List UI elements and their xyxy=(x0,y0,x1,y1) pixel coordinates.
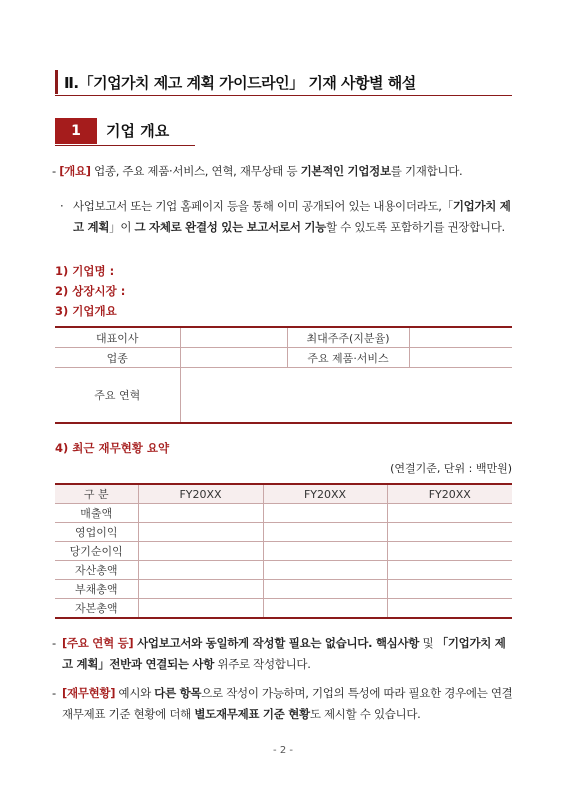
row-label-total-assets: 자산총액 xyxy=(55,561,138,580)
table-row xyxy=(55,504,512,523)
table-row xyxy=(55,542,512,561)
financial-text-2: 으로 작성이 가능하며, 기업의 특성에 따라 필요한 경우에는 연결재무제표 기준 현황에 더해 xyxy=(62,686,513,721)
history-guidance-bullet: - [주요 연혁 등] 사업보고서와 동일하게 작성할 필요는 없습니다. 핵심사항 및 「기업가치 제고 계획」전반과 연결되는 사항 위주로 작성합니다. xyxy=(52,636,506,671)
intro-bullet: - [개요] 업종, 주요 제품·서비스, 연혁, 재무상태 등 기본적인 기업정보를 기재합니다. xyxy=(52,164,463,178)
fin-header-category: 구 분 xyxy=(55,484,138,504)
history-tag: [주요 연혁 등] xyxy=(62,636,134,650)
products-value xyxy=(409,348,512,368)
intro-bold-1: 기본적인 기업정보 xyxy=(300,164,391,178)
financial-text-1: 예시와 xyxy=(115,686,155,700)
ceo-value xyxy=(180,327,287,348)
subsection-title: 기업 개요 xyxy=(106,122,170,140)
financial-tag: [재무현황] xyxy=(62,686,116,700)
shareholder-label: 최대주주(지분율) xyxy=(287,327,409,348)
subsection-divider xyxy=(55,145,195,146)
item-company-name: 1) 기업명 : xyxy=(55,264,115,278)
intro-tag: [개요] xyxy=(59,164,91,178)
subsection-number: 1 xyxy=(55,118,97,144)
note-bold-1: 기업가치 제고 계획 xyxy=(73,199,511,234)
table-row xyxy=(55,523,512,542)
page-number: - 2 - xyxy=(273,745,293,756)
products-label: 주요 제품·서비스 xyxy=(287,348,409,368)
financial-heading: 4) 최근 재무현황 요약 xyxy=(55,441,170,455)
financial-guidance-bullet: - [재무현황] 예시와 다른 항목으로 작성이 가능하며, 기업의 특성에 따라 필요한 경우에는 연결재무제표 기준 현황에 더해 별도재무제표 기준 현황도 제시할 수 있습니다. xyxy=(52,686,513,721)
fin-header-year-3: FY20XX xyxy=(387,484,512,504)
ceo-label: 대표이사 xyxy=(55,327,180,348)
history-bold-2: 「기업가치 제고 계획」전반과 연결되는 사항 xyxy=(62,636,506,671)
financial-text-3: 도 제시할 수 있습니다. xyxy=(309,707,421,721)
row-label-operating-income: 영업이익 xyxy=(55,523,138,542)
company-overview-table xyxy=(55,326,512,424)
history-label: 주요 연혁 xyxy=(55,368,180,424)
section-accent-bar xyxy=(55,70,58,94)
financial-bold-1: 다른 항목 xyxy=(154,686,202,700)
note-text-1: 사업보고서 또는 기업 홈페이지 등을 통해 이미 공개되어 있는 내용이더라도,「 xyxy=(73,199,453,213)
table-row xyxy=(55,580,512,599)
financial-summary-table xyxy=(55,483,512,619)
section-divider xyxy=(55,95,512,96)
unit-note: (연결기준, 단위 : 백만원) xyxy=(390,462,512,475)
row-label-total-liabilities: 부채총액 xyxy=(55,580,138,599)
financial-bold-2: 별도재무제표 기준 현황 xyxy=(194,707,310,721)
industry-value xyxy=(180,348,287,368)
note-paragraph: · 사업보고서 또는 기업 홈페이지 등을 통해 이미 공개되어 있는 내용이더라도,「기업가치 제고 계획」이 그 자체로 완결성 있는 보고서로서 기능할 수 있도록 포함하기를 권장합니다. xyxy=(60,199,511,234)
row-label-revenue: 매출액 xyxy=(55,504,138,523)
item-listing-market: 2) 상장시장 : xyxy=(55,284,126,298)
item-company-overview: 3) 기업개요 xyxy=(55,304,117,318)
history-text-1: 및 xyxy=(419,636,437,650)
fin-header-year-2: FY20XX xyxy=(263,484,387,504)
row-label-total-equity: 자본총액 xyxy=(55,599,138,619)
table-row xyxy=(55,599,512,619)
intro-text-1: 업종, 주요 제품·서비스, 연혁, 재무상태 등 xyxy=(90,164,301,178)
note-text-3: 할 수 있도록 포함하기를 권장합니다. xyxy=(325,220,505,234)
note-text-2: 」이 xyxy=(109,220,135,234)
history-text-2: 위주로 작성합니다. xyxy=(214,657,311,671)
industry-label: 업종 xyxy=(55,348,180,368)
table-row xyxy=(55,561,512,580)
row-label-net-income: 당기순이익 xyxy=(55,542,138,561)
shareholder-value xyxy=(409,327,512,348)
note-bold-2: 그 자체로 완결성 있는 보고서로서 기능 xyxy=(134,220,326,234)
intro-text-2: 를 기재합니다. xyxy=(390,164,463,178)
history-bold-1: 사업보고서와 동일하게 작성할 필요는 없습니다. 핵심사항 xyxy=(133,636,420,650)
section-title: Ⅱ.「기업가치 제고 계획 가이드라인」 기재 사항별 해설 xyxy=(64,74,416,92)
history-value xyxy=(180,368,512,424)
fin-header-year-1: FY20XX xyxy=(138,484,263,504)
